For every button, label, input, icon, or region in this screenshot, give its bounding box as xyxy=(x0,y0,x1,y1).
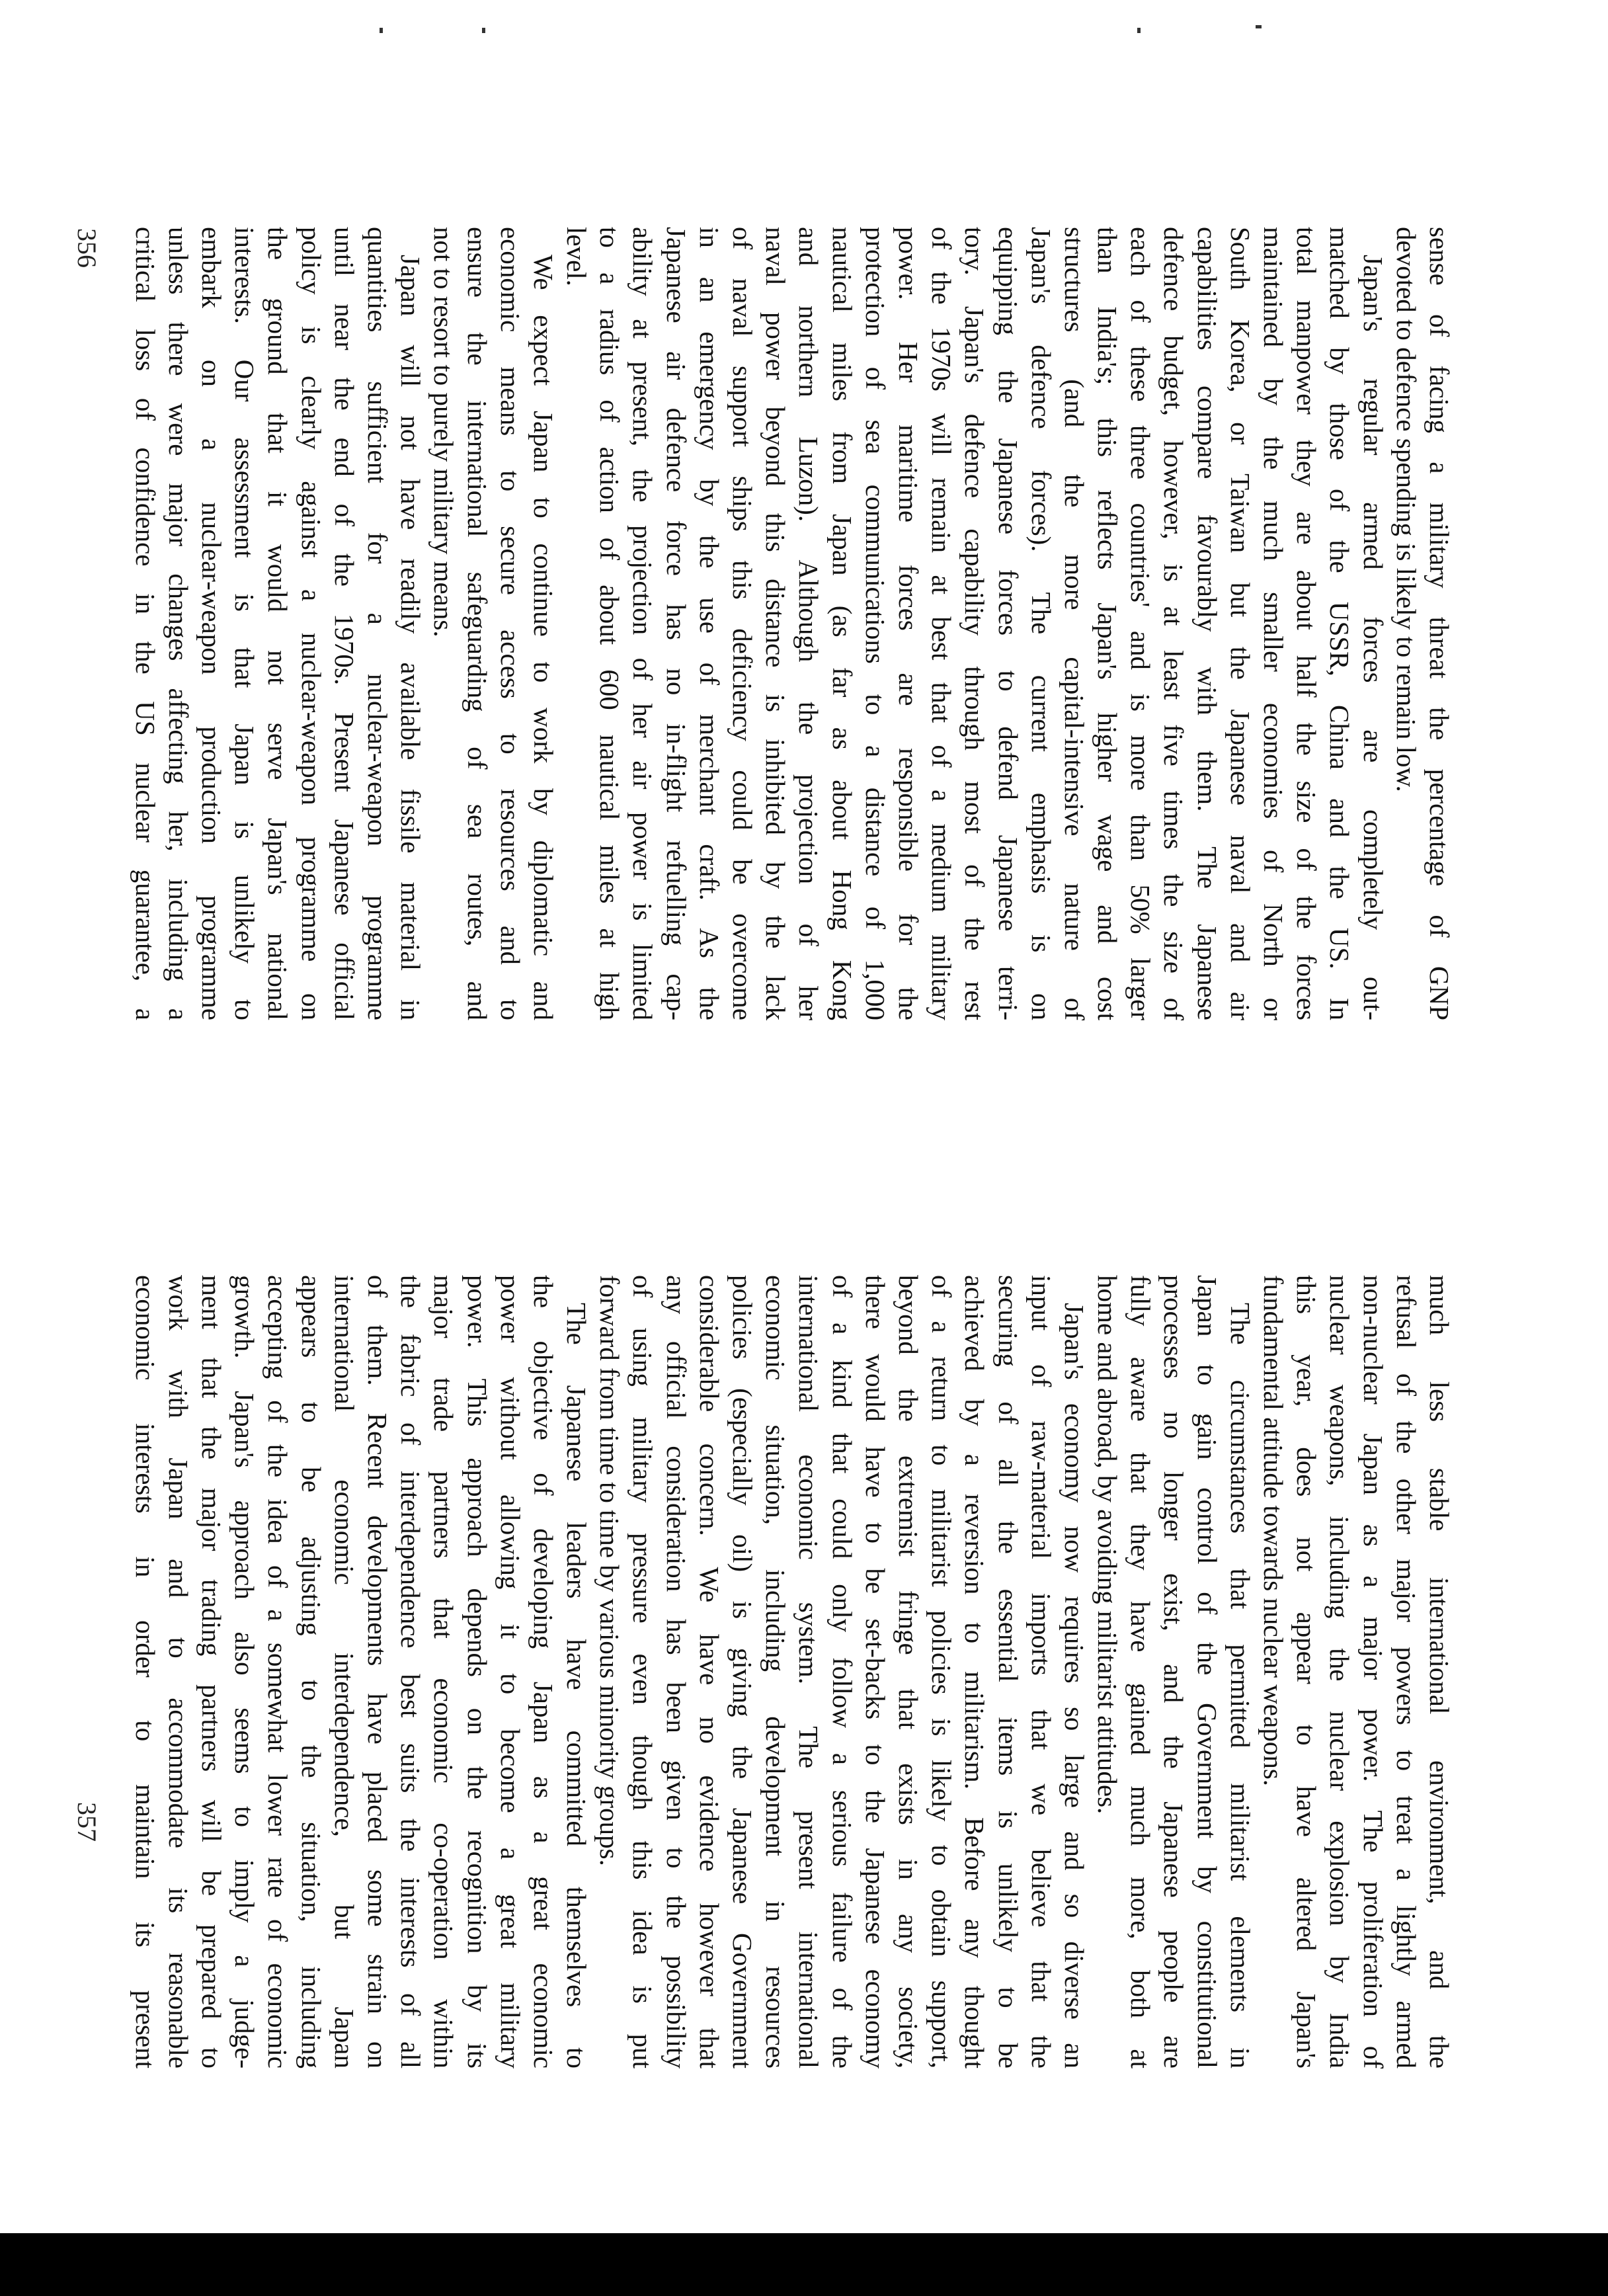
text-line: Japan's regular armed forces are completely out- xyxy=(1357,255,1388,1020)
text-line: growth. Japan's approach also seems to imply a judge- xyxy=(229,1275,261,2069)
page-number: 356 xyxy=(72,228,102,268)
text-line: not to resort to purely military means. xyxy=(428,227,460,637)
text-line: maintained by the much smaller economies of North or xyxy=(1258,227,1289,1020)
text-line: power. This approach depends on the recognition by its xyxy=(462,1275,493,2069)
text-line: until near the end of the 1970s. Present Japanese official xyxy=(329,227,360,1020)
text-line: The circumstances that permitted militarist elements in xyxy=(1225,1303,1256,2069)
text-line: any official consideration has been given to the possibility xyxy=(661,1275,692,2069)
text-line: this year, does not appear to have altered Japan's xyxy=(1291,1275,1322,2069)
text-line: of a kind that could only follow a serious failure of the xyxy=(826,1275,858,2069)
text-line: power. Her maritime forces are responsible for the xyxy=(893,227,924,1020)
text-line: international economic system. The present international xyxy=(793,1275,824,2069)
text-line: We expect Japan to continue to work by diplomatic and xyxy=(528,255,559,1020)
text-line: input of raw-material imports that we believe that the xyxy=(1025,1275,1057,2069)
text-line: securing of all the essential items is unlikely to be xyxy=(992,1275,1024,2069)
text-line: nautical miles from Japan (as far as about Hong Kong xyxy=(826,227,858,1020)
text-line: of them. Recent developments have placed some strain on xyxy=(362,1275,393,2069)
text-line: South Korea, or Taiwan but the Japanese naval and air xyxy=(1225,227,1256,1020)
text-line: economic means to secure access to resources and to xyxy=(495,227,526,1020)
text-line: processes no longer exist, and the Japanese people are xyxy=(1158,1275,1189,2069)
text-line: defence budget, however, is at least five times the size of xyxy=(1158,227,1189,1020)
scan-speck xyxy=(1137,28,1141,33)
text-line: embark on a nuclear-weapon production programme xyxy=(196,227,227,1020)
text-line: capabilities compare favourably with them. The Japanese xyxy=(1191,227,1223,1020)
text-line: total manpower they are about half the size of the forces xyxy=(1291,227,1322,1020)
text-line: ability at present, the projection of her air power is limited xyxy=(627,227,659,1020)
text-line: structures (and the more capital-intensive nature of xyxy=(1059,227,1090,1020)
text-line: considerable concern. We have no evidence however that xyxy=(694,1275,725,2069)
text-line: sense of facing a military threat the percentage of GNP xyxy=(1424,227,1455,1020)
text-line: Japan's defence forces). The current emphasis is on xyxy=(1025,227,1057,1020)
text-line: naval power beyond this distance is inhibited by the lack xyxy=(760,227,791,1020)
text-line: major trade partners that economic co-operation within xyxy=(428,1275,460,2069)
scan-speck xyxy=(482,28,485,33)
scan-border-bar xyxy=(0,2233,1608,2296)
text-line: devoted to defence spending is likely to remain low. xyxy=(1390,227,1422,792)
text-line: policies (especially oil) is giving the Japanese Government xyxy=(727,1275,758,2069)
text-line: achieved by a reversion to militarism. Before any thought xyxy=(959,1275,990,2069)
scan-speck xyxy=(1256,25,1262,28)
text-line: there would have to be set-backs to the Japanese economy xyxy=(860,1275,891,2069)
page-number: 357 xyxy=(72,1802,102,1842)
text-line: protection of sea communications to a distance of 1,000 xyxy=(860,227,891,1020)
text-line: critical loss of confidence in the US nuclear guarantee, a xyxy=(130,227,161,1020)
text-line: economic interests in order to maintain its present xyxy=(130,1275,161,2069)
text-line: level. xyxy=(561,227,592,286)
text-line: international economic interdependence, but Japan xyxy=(329,1275,360,2069)
text-line: fully aware that they have gained much more, both at xyxy=(1125,1275,1156,2069)
text-line: the ground that it would not serve Japan's national xyxy=(262,227,294,1020)
text-line: non-nuclear Japan as a major power. The proliferation of xyxy=(1357,1275,1388,2069)
text-line: appears to be adjusting to the situation, including xyxy=(296,1275,327,2069)
text-line: forward from time to time by various minority groups. xyxy=(594,1275,625,1866)
page-357-text xyxy=(129,1275,1457,2069)
text-line: matched by those of the USSR, China and the US. In xyxy=(1324,227,1355,1020)
text-line: fundamental attitude towards nuclear weapons. xyxy=(1258,1275,1289,1787)
text-line: policy is clearly against a nuclear-weapon programme on xyxy=(296,227,327,1020)
text-line: The Japanese leaders have committed themselves to xyxy=(561,1303,592,2069)
text-line: accepting of the idea of a somewhat lower rate of economic xyxy=(262,1275,294,2069)
text-line: and northern Luzon). Although the projection of her xyxy=(793,227,824,1020)
text-line: the fabric of interdependence best suits the interests of all xyxy=(395,1275,426,2069)
text-line: power without allowing it to become a great military xyxy=(495,1275,526,2069)
text-line: to a radius of action of about 600 nautical miles at high xyxy=(594,227,625,1020)
text-line: each of these three countries' and is more than 50% larger xyxy=(1125,227,1156,1020)
text-line: Japan to gain control of the Government by constitutional xyxy=(1191,1275,1223,2069)
text-line: Japanese air defence force has no in-flight refuelling cap- xyxy=(661,227,692,1020)
text-line: the objective of developing Japan as a great economic xyxy=(528,1275,559,2069)
text-line: ensure the international safeguarding of sea routes, and xyxy=(462,227,493,1020)
text-line: of the 1970s will remain at best that of a medium military xyxy=(926,227,957,1020)
text-line: beyond the extremist fringe that exists in any society, xyxy=(893,1275,924,2069)
text-line: unless there were major changes affecting her, including a xyxy=(163,227,194,1020)
text-line: of naval support ships this deficiency could be overcome xyxy=(727,227,758,1020)
text-line: of a return to militarist policies is likely to obtain support, xyxy=(926,1275,957,2069)
text-line: ment that the major trading partners will be prepared to xyxy=(196,1275,227,2069)
text-line: economic situation, including development in resources xyxy=(760,1275,791,2069)
text-line: nuclear weapons, including the nuclear explosion by India xyxy=(1324,1275,1355,2069)
text-line: in an emergency by the use of merchant craft. As the xyxy=(694,227,725,1020)
text-line: interests. Our assessment is that Japan is unlikely to xyxy=(229,227,261,1020)
text-line: home and abroad, by avoiding militarist attitudes. xyxy=(1092,1275,1123,1815)
text-line: Japan will not have readily available fissile material in xyxy=(395,255,426,1020)
text-line: of using military pressure even though this idea is put xyxy=(627,1275,659,2069)
text-line: work with Japan and to accommodate its reasonable xyxy=(163,1275,194,2069)
text-line: quantities sufficient for a nuclear-weapon programme xyxy=(362,227,393,1020)
text-line: tory. Japan's defence capability through most of the rest xyxy=(959,227,990,1020)
text-line: much less stable international environment, and the xyxy=(1424,1275,1455,2069)
text-line: Japan's economy now requires so large and so diverse an xyxy=(1059,1303,1090,2069)
text-line: equipping the Japanese forces to defend Japanese terri- xyxy=(992,227,1024,1020)
page-356-text xyxy=(129,227,1457,1020)
text-line: than India's; this reflects Japan's higher wage and cost xyxy=(1092,227,1123,1020)
text-line: refusal of the other major powers to treat a lightly armed xyxy=(1390,1275,1422,2069)
scan-speck xyxy=(380,28,383,33)
